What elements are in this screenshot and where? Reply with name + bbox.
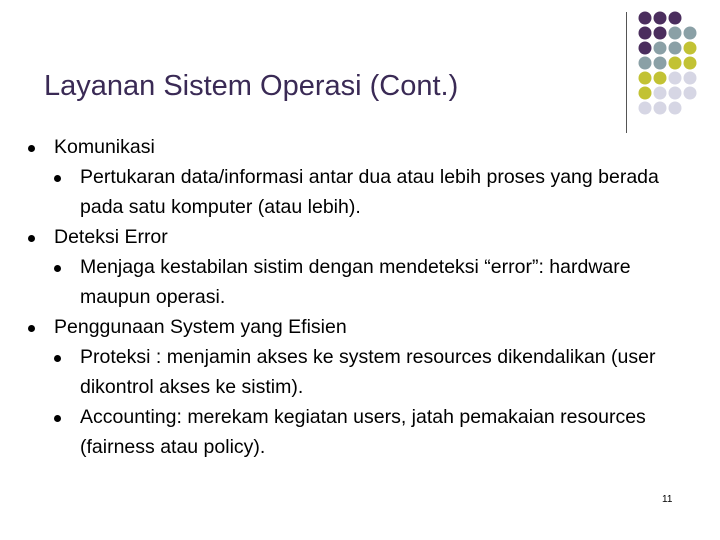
sub-bullet-item	[54, 402, 688, 462]
sub-bullet-text: Accounting: merekam kegiatan users, jatah pemakaian resources (fairness atau policy).	[80, 406, 646, 458]
bullet-item	[28, 132, 688, 162]
decorative-dot	[669, 42, 682, 55]
divider-line	[626, 12, 627, 133]
decorative-dot	[639, 12, 652, 25]
decorative-dot	[639, 57, 652, 70]
sub-bullet-item	[54, 252, 688, 312]
decorative-dot	[654, 87, 667, 100]
decorative-dot	[654, 102, 667, 115]
bullet-label: Komunikasi	[54, 136, 155, 158]
sub-bullet-item	[54, 162, 688, 222]
decorative-dot	[684, 72, 697, 85]
decorative-dot	[684, 87, 697, 100]
sub-bullet-text: Proteksi : menjamin akses ke system resources dikendalikan (user dikontrol akses ke sistim).	[80, 346, 656, 398]
bullet-list	[28, 132, 688, 462]
bullet-icon	[54, 265, 61, 272]
decorative-dot	[669, 12, 682, 25]
slide-title: Layanan Sistem Operasi (Cont.)	[44, 70, 459, 102]
decorative-dot	[639, 102, 652, 115]
bullet-icon	[28, 235, 35, 242]
decorative-dot	[684, 27, 697, 40]
decorative-dot	[654, 12, 667, 25]
decorative-dot	[654, 42, 667, 55]
decorative-dot	[669, 87, 682, 100]
decorative-dot	[654, 27, 667, 40]
bullet-item	[28, 222, 688, 252]
sub-bullet-text: Menjaga kestabilan sistim dengan mendeteksi “error”: hardware maupun operasi.	[80, 256, 631, 308]
decorative-dot	[669, 27, 682, 40]
decorative-dot	[654, 72, 667, 85]
bullet-icon	[28, 145, 35, 152]
decorative-dot	[639, 42, 652, 55]
decorative-dot	[639, 27, 652, 40]
decorative-dot	[669, 102, 682, 115]
decorative-dot	[684, 57, 697, 70]
bullet-icon	[28, 325, 35, 332]
sub-bullet-text: Pertukaran data/informasi antar dua atau lebih proses yang berada pada satu komputer (atau lebih).	[80, 166, 659, 218]
bullet-icon	[54, 415, 61, 422]
decorative-dot	[669, 57, 682, 70]
decorative-dot	[684, 42, 697, 55]
page-number: 11	[662, 494, 673, 505]
decorative-dot	[654, 57, 667, 70]
bullet-icon	[54, 175, 61, 182]
bullet-item	[28, 312, 688, 342]
bullet-label: Penggunaan System yang Efisien	[54, 316, 347, 338]
decorative-dot	[639, 72, 652, 85]
decorative-dot	[639, 87, 652, 100]
sub-bullet-item	[54, 342, 688, 402]
decorative-dot	[669, 72, 682, 85]
bullet-icon	[54, 355, 61, 362]
bullet-label: Deteksi Error	[54, 226, 168, 248]
